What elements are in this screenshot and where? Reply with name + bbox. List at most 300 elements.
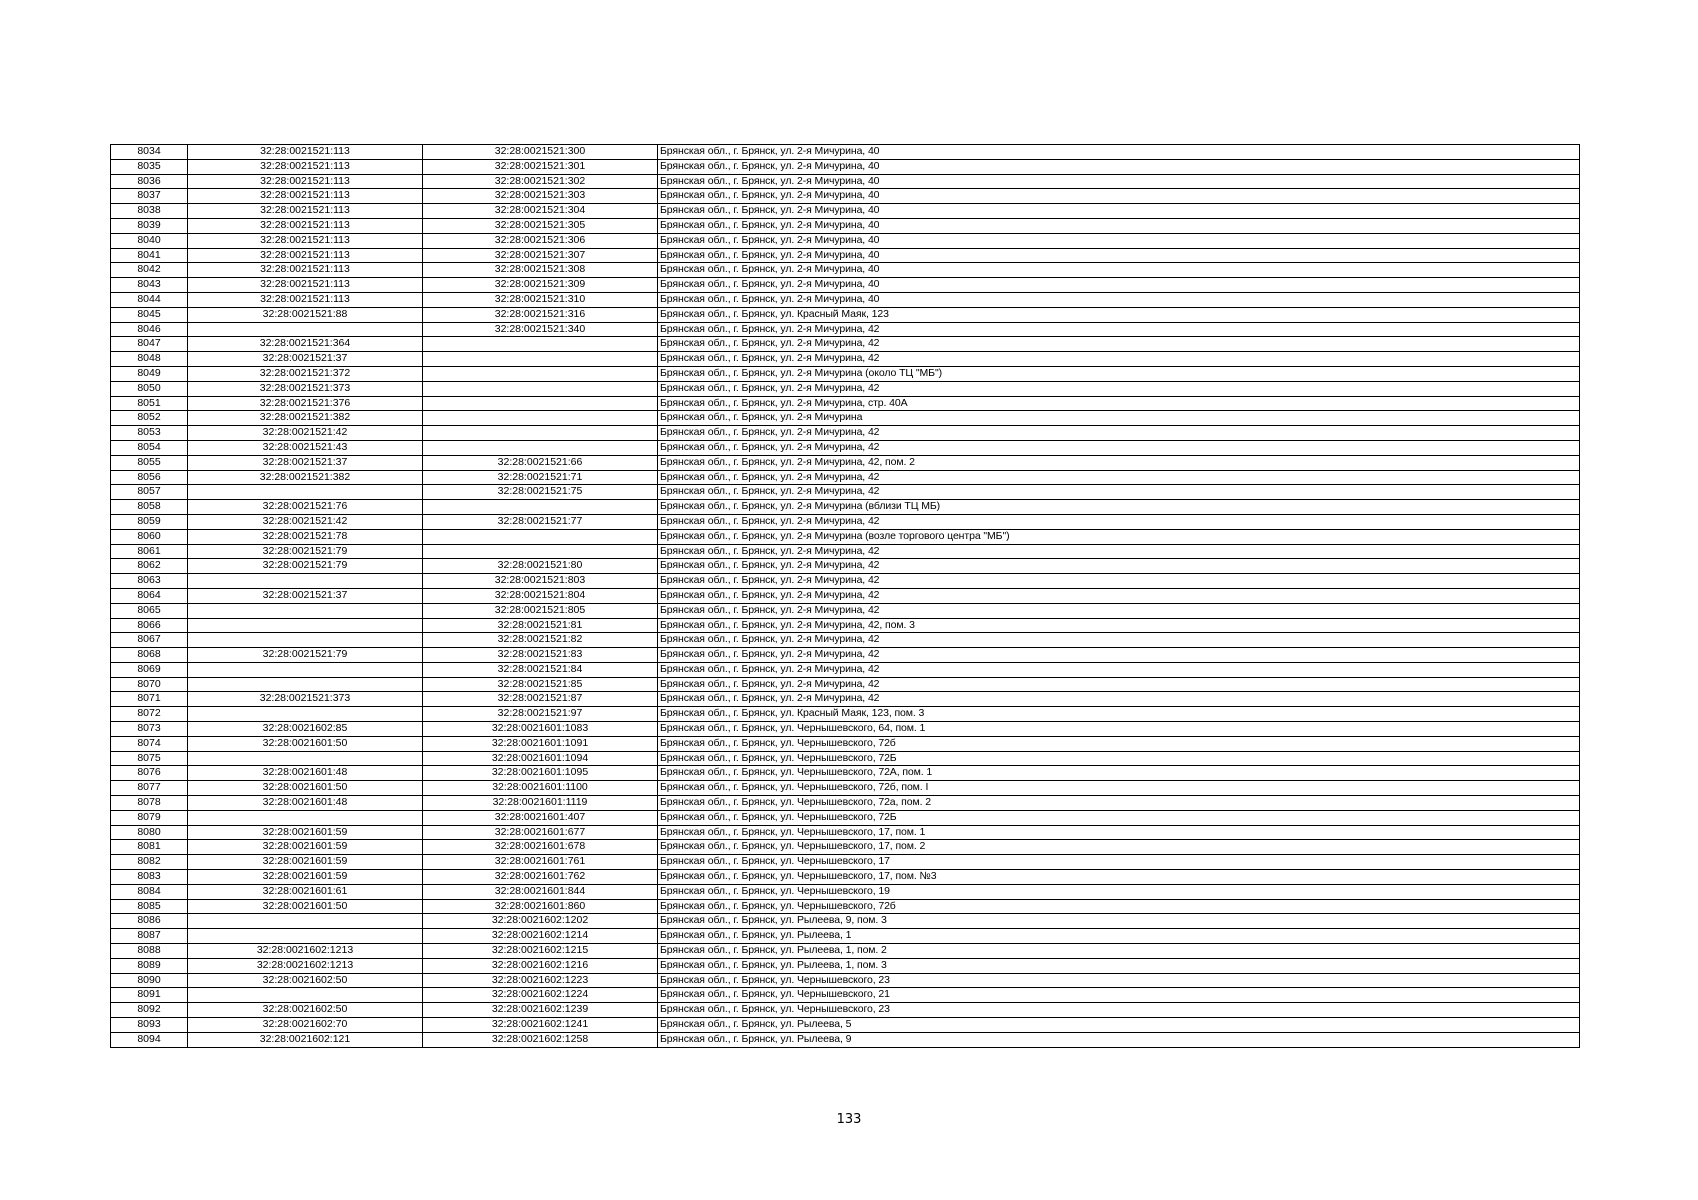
row-number-cell: 8060 (111, 529, 188, 544)
parcel-number-cell: 32:28:0021521:113 (188, 233, 423, 248)
address-cell: Брянская обл., г. Брянск, ул. 2-я Мичурина (возле торгового центра "МБ") (658, 529, 1580, 544)
parcel-number-cell: 32:28:0021521:113 (188, 145, 423, 160)
table-row (111, 618, 1580, 633)
object-number-cell: 32:28:0021521:71 (423, 470, 658, 485)
table-row (111, 633, 1580, 648)
object-number-cell: 32:28:0021601:762 (423, 870, 658, 885)
address-cell: Брянская обл., г. Брянск, ул. 2-я Мичурина, 42 (658, 662, 1580, 677)
table-row (111, 352, 1580, 367)
table-row (111, 722, 1580, 737)
parcel-number-cell: 32:28:0021602:50 (188, 1003, 423, 1018)
object-number-cell: 32:28:0021521:83 (423, 648, 658, 663)
address-cell: Брянская обл., г. Брянск, ул. Чернышевского, 17, пом. №3 (658, 870, 1580, 885)
address-cell: Брянская обл., г. Брянск, ул. Рылеева, 5 (658, 1018, 1580, 1033)
object-number-cell: 32:28:0021521:301 (423, 159, 658, 174)
object-number-cell: 32:28:0021521:805 (423, 603, 658, 618)
row-number-cell: 8041 (111, 248, 188, 263)
table-row (111, 440, 1580, 455)
row-number-cell: 8062 (111, 559, 188, 574)
address-cell: Брянская обл., г. Брянск, ул. 2-я Мичурина, 42 (658, 352, 1580, 367)
table-row (111, 899, 1580, 914)
address-cell: Брянская обл., г. Брянск, ул. Рылеева, 1, пом. 2 (658, 944, 1580, 959)
table-row (111, 751, 1580, 766)
row-number-cell: 8042 (111, 263, 188, 278)
object-number-cell: 32:28:0021521:305 (423, 218, 658, 233)
parcel-number-cell: 32:28:0021602:1213 (188, 944, 423, 959)
row-number-cell: 8040 (111, 233, 188, 248)
object-number-cell: 32:28:0021521:340 (423, 322, 658, 337)
parcel-number-cell: 32:28:0021521:113 (188, 204, 423, 219)
object-number-cell: 32:28:0021602:1258 (423, 1032, 658, 1047)
table-row (111, 825, 1580, 840)
object-number-cell: 32:28:0021521:308 (423, 263, 658, 278)
address-cell: Брянская обл., г. Брянск, ул. Чернышевского, 64, пом. 1 (658, 722, 1580, 737)
table-row (111, 796, 1580, 811)
row-number-cell: 8087 (111, 929, 188, 944)
row-number-cell: 8085 (111, 899, 188, 914)
address-cell: Брянская обл., г. Брянск, ул. 2-я Мичурина, 42 (658, 322, 1580, 337)
address-cell: Брянская обл., г. Брянск, ул. 2-я Мичурина, стр. 40А (658, 396, 1580, 411)
table-row (111, 159, 1580, 174)
table-row (111, 884, 1580, 899)
row-number-cell: 8074 (111, 736, 188, 751)
object-number-cell: 32:28:0021601:860 (423, 899, 658, 914)
object-number-cell (423, 381, 658, 396)
address-cell: Брянская обл., г. Брянск, ул. 2-я Мичурина, 40 (658, 233, 1580, 248)
row-number-cell: 8039 (111, 218, 188, 233)
address-cell: Брянская обл., г. Брянск, ул. Чернышевского, 23 (658, 973, 1580, 988)
table-row (111, 1003, 1580, 1018)
object-number-cell: 32:28:0021602:1215 (423, 944, 658, 959)
row-number-cell: 8047 (111, 337, 188, 352)
parcel-number-cell: 32:28:0021601:59 (188, 855, 423, 870)
object-number-cell: 32:28:0021521:316 (423, 307, 658, 322)
row-number-cell: 8076 (111, 766, 188, 781)
object-number-cell: 32:28:0021601:678 (423, 840, 658, 855)
parcel-number-cell: 32:28:0021521:78 (188, 529, 423, 544)
table-row (111, 810, 1580, 825)
parcel-number-cell: 32:28:0021601:59 (188, 825, 423, 840)
table-row (111, 707, 1580, 722)
row-number-cell: 8064 (111, 588, 188, 603)
row-number-cell: 8063 (111, 574, 188, 589)
parcel-number-cell: 32:28:0021601:61 (188, 884, 423, 899)
object-number-cell: 32:28:0021521:309 (423, 278, 658, 293)
row-number-cell: 8078 (111, 796, 188, 811)
object-number-cell (423, 440, 658, 455)
address-cell: Брянская обл., г. Брянск, ул. 2-я Мичурина, 40 (658, 218, 1580, 233)
address-cell: Брянская обл., г. Брянск, ул. 2-я Мичурина, 42 (658, 633, 1580, 648)
table-row (111, 1032, 1580, 1047)
row-number-cell: 8054 (111, 440, 188, 455)
address-cell: Брянская обл., г. Брянск, ул. Рылеева, 1, пом. 3 (658, 958, 1580, 973)
table-row (111, 455, 1580, 470)
address-cell: Брянская обл., г. Брянск, ул. 2-я Мичурина (около ТЦ "МБ") (658, 366, 1580, 381)
parcel-number-cell: 32:28:0021521:79 (188, 544, 423, 559)
row-number-cell: 8044 (111, 292, 188, 307)
row-number-cell: 8089 (111, 958, 188, 973)
parcel-number-cell (188, 633, 423, 648)
parcel-number-cell: 32:28:0021521:376 (188, 396, 423, 411)
parcel-number-cell (188, 707, 423, 722)
parcel-number-cell: 32:28:0021521:79 (188, 648, 423, 663)
row-number-cell: 8061 (111, 544, 188, 559)
address-cell: Брянская обл., г. Брянск, ул. 2-я Мичурина, 42, пом. 3 (658, 618, 1580, 633)
parcel-number-cell: 32:28:0021521:37 (188, 352, 423, 367)
object-number-cell: 32:28:0021521:81 (423, 618, 658, 633)
table-row (111, 529, 1580, 544)
parcel-number-cell: 32:28:0021521:373 (188, 381, 423, 396)
parcel-number-cell: 32:28:0021521:373 (188, 692, 423, 707)
object-number-cell: 32:28:0021601:844 (423, 884, 658, 899)
object-number-cell: 32:28:0021601:1083 (423, 722, 658, 737)
row-number-cell: 8070 (111, 677, 188, 692)
table-row (111, 648, 1580, 663)
table-row (111, 692, 1580, 707)
row-number-cell: 8081 (111, 840, 188, 855)
parcel-number-cell: 32:28:0021521:382 (188, 470, 423, 485)
table-row (111, 292, 1580, 307)
table-row (111, 973, 1580, 988)
row-number-cell: 8086 (111, 914, 188, 929)
table-body (111, 145, 1580, 1048)
row-number-cell: 8050 (111, 381, 188, 396)
table-row (111, 662, 1580, 677)
address-cell: Брянская обл., г. Брянск, ул. 2-я Мичурина, 40 (658, 292, 1580, 307)
parcel-number-cell: 32:28:0021601:48 (188, 766, 423, 781)
object-number-cell: 32:28:0021521:300 (423, 145, 658, 160)
parcel-number-cell (188, 618, 423, 633)
row-number-cell: 8092 (111, 1003, 188, 1018)
table-row (111, 485, 1580, 500)
parcel-number-cell: 32:28:0021521:113 (188, 292, 423, 307)
object-number-cell: 32:28:0021601:677 (423, 825, 658, 840)
row-number-cell: 8035 (111, 159, 188, 174)
object-number-cell: 32:28:0021521:303 (423, 189, 658, 204)
row-number-cell: 8066 (111, 618, 188, 633)
parcel-number-cell: 32:28:0021521:382 (188, 411, 423, 426)
table-row (111, 189, 1580, 204)
object-number-cell (423, 544, 658, 559)
object-number-cell: 32:28:0021521:97 (423, 707, 658, 722)
row-number-cell: 8072 (111, 707, 188, 722)
row-number-cell: 8043 (111, 278, 188, 293)
address-cell: Брянская обл., г. Брянск, ул. Рылеева, 1 (658, 929, 1580, 944)
object-number-cell: 32:28:0021521:304 (423, 204, 658, 219)
table-row (111, 958, 1580, 973)
object-number-cell: 32:28:0021521:302 (423, 174, 658, 189)
address-cell: Брянская обл., г. Брянск, ул. Чернышевского, 72Б (658, 810, 1580, 825)
table-row (111, 411, 1580, 426)
table-row (111, 1018, 1580, 1033)
object-number-cell: 32:28:0021521:804 (423, 588, 658, 603)
table-row (111, 470, 1580, 485)
address-cell: Брянская обл., г. Брянск, ул. 2-я Мичурина, 42 (658, 588, 1580, 603)
object-number-cell: 32:28:0021521:85 (423, 677, 658, 692)
parcel-number-cell (188, 751, 423, 766)
object-number-cell: 32:28:0021521:77 (423, 514, 658, 529)
table-row (111, 233, 1580, 248)
address-cell: Брянская обл., г. Брянск, ул. 2-я Мичурина, 42 (658, 692, 1580, 707)
row-number-cell: 8065 (111, 603, 188, 618)
parcel-number-cell: 32:28:0021521:113 (188, 174, 423, 189)
object-number-cell: 32:28:0021602:1241 (423, 1018, 658, 1033)
parcel-number-cell: 32:28:0021521:37 (188, 455, 423, 470)
address-cell: Брянская обл., г. Брянск, ул. Чернышевского, 72б (658, 736, 1580, 751)
address-cell: Брянская обл., г. Брянск, ул. 2-я Мичурина, 42 (658, 440, 1580, 455)
parcel-number-cell: 32:28:0021521:113 (188, 189, 423, 204)
row-number-cell: 8046 (111, 322, 188, 337)
row-number-cell: 8082 (111, 855, 188, 870)
object-number-cell (423, 500, 658, 515)
address-cell: Брянская обл., г. Брянск, ул. 2-я Мичурина, 40 (658, 189, 1580, 204)
row-number-cell: 8075 (111, 751, 188, 766)
row-number-cell: 8077 (111, 781, 188, 796)
object-number-cell: 32:28:0021601:1094 (423, 751, 658, 766)
table-row (111, 174, 1580, 189)
table-row (111, 559, 1580, 574)
table-row (111, 248, 1580, 263)
address-cell: Брянская обл., г. Брянск, ул. 2-я Мичурина, 42 (658, 677, 1580, 692)
parcel-number-cell: 32:28:0021521:113 (188, 278, 423, 293)
row-number-cell: 8034 (111, 145, 188, 160)
row-number-cell: 8069 (111, 662, 188, 677)
parcel-number-cell (188, 810, 423, 825)
object-number-cell: 32:28:0021602:1216 (423, 958, 658, 973)
row-number-cell: 8080 (111, 825, 188, 840)
table-row (111, 514, 1580, 529)
parcel-number-cell: 32:28:0021521:76 (188, 500, 423, 515)
address-cell: Брянская обл., г. Брянск, ул. Чернышевского, 21 (658, 988, 1580, 1003)
row-number-cell: 8091 (111, 988, 188, 1003)
table-row (111, 870, 1580, 885)
address-cell: Брянская обл., г. Брянск, ул. Чернышевского, 72Б (658, 751, 1580, 766)
object-number-cell: 32:28:0021601:1100 (423, 781, 658, 796)
address-cell: Брянская обл., г. Брянск, ул. 2-я Мичурина, 42 (658, 514, 1580, 529)
parcel-number-cell (188, 988, 423, 1003)
object-number-cell: 32:28:0021521:75 (423, 485, 658, 500)
table-row (111, 766, 1580, 781)
address-cell: Брянская обл., г. Брянск, ул. 2-я Мичурина, 40 (658, 263, 1580, 278)
address-cell: Брянская обл., г. Брянск, ул. Красный Маяк, 123 (658, 307, 1580, 322)
object-number-cell (423, 411, 658, 426)
parcel-number-cell: 32:28:0021521:79 (188, 559, 423, 574)
object-number-cell (423, 396, 658, 411)
row-number-cell: 8056 (111, 470, 188, 485)
parcel-number-cell: 32:28:0021521:37 (188, 588, 423, 603)
parcel-number-cell: 32:28:0021521:364 (188, 337, 423, 352)
object-number-cell: 32:28:0021521:310 (423, 292, 658, 307)
address-cell: Брянская обл., г. Брянск, ул. Рылеева, 9, пом. 3 (658, 914, 1580, 929)
table-row (111, 855, 1580, 870)
table-row (111, 588, 1580, 603)
parcel-number-cell: 32:28:0021601:59 (188, 840, 423, 855)
parcel-number-cell (188, 322, 423, 337)
row-number-cell: 8049 (111, 366, 188, 381)
table-row (111, 426, 1580, 441)
parcel-number-cell (188, 574, 423, 589)
parcel-number-cell (188, 677, 423, 692)
parcel-number-cell: 32:28:0021601:48 (188, 796, 423, 811)
row-number-cell: 8073 (111, 722, 188, 737)
object-number-cell (423, 366, 658, 381)
table-row (111, 544, 1580, 559)
address-cell: Брянская обл., г. Брянск, ул. 2-я Мичурина, 42 (658, 485, 1580, 500)
address-cell: Брянская обл., г. Брянск, ул. Рылеева, 9 (658, 1032, 1580, 1047)
row-number-cell: 8088 (111, 944, 188, 959)
object-number-cell (423, 529, 658, 544)
table-row (111, 337, 1580, 352)
address-cell: Брянская обл., г. Брянск, ул. 2-я Мичурина, 42 (658, 426, 1580, 441)
table-row (111, 396, 1580, 411)
table-row (111, 500, 1580, 515)
parcel-number-cell (188, 662, 423, 677)
object-number-cell: 32:28:0021602:1224 (423, 988, 658, 1003)
address-cell: Брянская обл., г. Брянск, ул. Чернышевского, 72а, пом. 2 (658, 796, 1580, 811)
parcel-number-cell: 32:28:0021521:113 (188, 248, 423, 263)
table-row (111, 914, 1580, 929)
row-number-cell: 8058 (111, 500, 188, 515)
table-row (111, 145, 1580, 160)
property-table (110, 144, 1580, 1048)
object-number-cell: 32:28:0021602:1214 (423, 929, 658, 944)
address-cell: Брянская обл., г. Брянск, ул. 2-я Мичурина, 42 (658, 559, 1580, 574)
parcel-number-cell: 32:28:0021521:372 (188, 366, 423, 381)
address-cell: Брянская обл., г. Брянск, ул. 2-я Мичурина (658, 411, 1580, 426)
parcel-number-cell: 32:28:0021602:85 (188, 722, 423, 737)
address-cell: Брянская обл., г. Брянск, ул. Чернышевского, 19 (658, 884, 1580, 899)
address-cell: Брянская обл., г. Брянск, ул. 2-я Мичурина (вблизи ТЦ МБ) (658, 500, 1580, 515)
object-number-cell: 32:28:0021521:66 (423, 455, 658, 470)
object-number-cell: 32:28:0021602:1239 (423, 1003, 658, 1018)
object-number-cell: 32:28:0021601:1095 (423, 766, 658, 781)
row-number-cell: 8071 (111, 692, 188, 707)
parcel-number-cell: 32:28:0021521:42 (188, 514, 423, 529)
row-number-cell: 8067 (111, 633, 188, 648)
parcel-number-cell: 32:28:0021521:113 (188, 218, 423, 233)
address-cell: Брянская обл., г. Брянск, ул. 2-я Мичурина, 42, пом. 2 (658, 455, 1580, 470)
address-cell: Брянская обл., г. Брянск, ул. 2-я Мичурина, 42 (658, 544, 1580, 559)
parcel-number-cell: 32:28:0021601:50 (188, 899, 423, 914)
row-number-cell: 8051 (111, 396, 188, 411)
address-cell: Брянская обл., г. Брянск, ул. 2-я Мичурина, 40 (658, 145, 1580, 160)
row-number-cell: 8094 (111, 1032, 188, 1047)
address-cell: Брянская обл., г. Брянск, ул. 2-я Мичурина, 40 (658, 159, 1580, 174)
address-cell: Брянская обл., г. Брянск, ул. 2-я Мичурина, 42 (658, 337, 1580, 352)
object-number-cell: 32:28:0021521:306 (423, 233, 658, 248)
row-number-cell: 8045 (111, 307, 188, 322)
row-number-cell: 8090 (111, 973, 188, 988)
table-row (111, 781, 1580, 796)
address-cell: Брянская обл., г. Брянск, ул. Чернышевского, 72А, пом. 1 (658, 766, 1580, 781)
object-number-cell: 32:28:0021602:1202 (423, 914, 658, 929)
table-row (111, 988, 1580, 1003)
table-row (111, 736, 1580, 751)
object-number-cell: 32:28:0021521:84 (423, 662, 658, 677)
table-row (111, 263, 1580, 278)
row-number-cell: 8037 (111, 189, 188, 204)
address-cell: Брянская обл., г. Брянск, ул. 2-я Мичурина, 42 (658, 470, 1580, 485)
parcel-number-cell: 32:28:0021521:88 (188, 307, 423, 322)
row-number-cell: 8053 (111, 426, 188, 441)
row-number-cell: 8036 (111, 174, 188, 189)
address-cell: Брянская обл., г. Брянск, ул. Чернышевского, 23 (658, 1003, 1580, 1018)
object-number-cell: 32:28:0021601:1091 (423, 736, 658, 751)
address-cell: Брянская обл., г. Брянск, ул. 2-я Мичурина, 42 (658, 603, 1580, 618)
table-row (111, 278, 1580, 293)
address-cell: Брянская обл., г. Брянск, ул. Чернышевского, 72б, пом. I (658, 781, 1580, 796)
object-number-cell: 32:28:0021521:803 (423, 574, 658, 589)
parcel-number-cell: 32:28:0021602:70 (188, 1018, 423, 1033)
object-number-cell (423, 337, 658, 352)
object-number-cell: 32:28:0021602:1223 (423, 973, 658, 988)
table-row (111, 677, 1580, 692)
address-cell: Брянская обл., г. Брянск, ул. 2-я Мичурина, 40 (658, 278, 1580, 293)
table-row (111, 204, 1580, 219)
address-cell: Брянская обл., г. Брянск, ул. 2-я Мичурина, 42 (658, 648, 1580, 663)
object-number-cell (423, 426, 658, 441)
row-number-cell: 8052 (111, 411, 188, 426)
parcel-number-cell: 32:28:0021602:121 (188, 1032, 423, 1047)
address-cell: Брянская обл., г. Брянск, ул. Чернышевского, 17 (658, 855, 1580, 870)
parcel-number-cell (188, 485, 423, 500)
parcel-number-cell: 32:28:0021601:50 (188, 736, 423, 751)
object-number-cell: 32:28:0021521:82 (423, 633, 658, 648)
row-number-cell: 8083 (111, 870, 188, 885)
table-row (111, 307, 1580, 322)
address-cell: Брянская обл., г. Брянск, ул. Чернышевского, 72б (658, 899, 1580, 914)
parcel-number-cell: 32:28:0021601:59 (188, 870, 423, 885)
parcel-number-cell: 32:28:0021521:42 (188, 426, 423, 441)
table-row (111, 381, 1580, 396)
table-row (111, 218, 1580, 233)
table-row (111, 929, 1580, 944)
row-number-cell: 8068 (111, 648, 188, 663)
address-cell: Брянская обл., г. Брянск, ул. 2-я Мичурина, 42 (658, 381, 1580, 396)
parcel-number-cell: 32:28:0021602:1213 (188, 958, 423, 973)
address-cell: Брянская обл., г. Брянск, ул. 2-я Мичурина, 42 (658, 574, 1580, 589)
object-number-cell: 32:28:0021521:307 (423, 248, 658, 263)
parcel-number-cell (188, 929, 423, 944)
table-row (111, 322, 1580, 337)
parcel-number-cell (188, 603, 423, 618)
table-row (111, 944, 1580, 959)
parcel-number-cell: 32:28:0021602:50 (188, 973, 423, 988)
address-cell: Брянская обл., г. Брянск, ул. 2-я Мичурина, 40 (658, 174, 1580, 189)
object-number-cell (423, 352, 658, 367)
table-row (111, 840, 1580, 855)
row-number-cell: 8093 (111, 1018, 188, 1033)
address-cell: Брянская обл., г. Брянск, ул. 2-я Мичурина, 40 (658, 248, 1580, 263)
parcel-number-cell: 32:28:0021601:50 (188, 781, 423, 796)
parcel-number-cell: 32:28:0021521:113 (188, 159, 423, 174)
address-cell: Брянская обл., г. Брянск, ул. Чернышевского, 17, пом. 1 (658, 825, 1580, 840)
row-number-cell: 8057 (111, 485, 188, 500)
row-number-cell: 8038 (111, 204, 188, 219)
parcel-number-cell (188, 914, 423, 929)
object-number-cell: 32:28:0021601:407 (423, 810, 658, 825)
row-number-cell: 8079 (111, 810, 188, 825)
object-number-cell: 32:28:0021521:80 (423, 559, 658, 574)
object-number-cell: 32:28:0021601:761 (423, 855, 658, 870)
address-cell: Брянская обл., г. Брянск, ул. Красный Маяк, 123, пом. 3 (658, 707, 1580, 722)
parcel-number-cell: 32:28:0021521:113 (188, 263, 423, 278)
page-number: 133 (836, 1112, 862, 1127)
table-row (111, 366, 1580, 381)
table-row (111, 603, 1580, 618)
row-number-cell: 8055 (111, 455, 188, 470)
row-number-cell: 8059 (111, 514, 188, 529)
